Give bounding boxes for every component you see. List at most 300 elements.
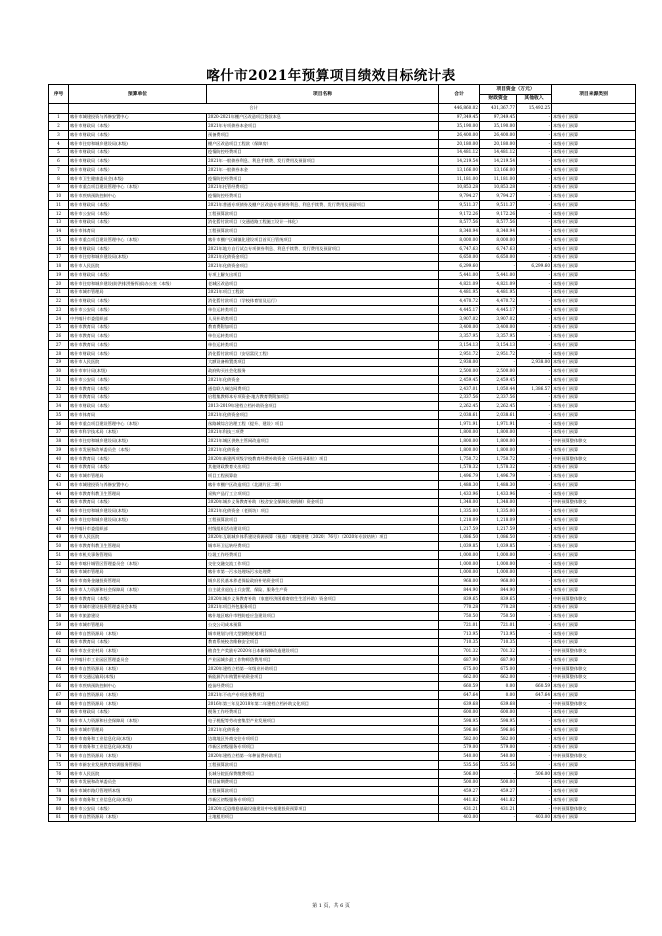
- row-total: 13,166.00: [439, 166, 480, 175]
- row-no: 22: [49, 297, 69, 306]
- row-project: 2021年不动产专项业务费项目: [207, 691, 439, 700]
- row-other: -: [517, 244, 552, 253]
- row-unit: 喀什市卫生健康委员会(本级): [69, 174, 207, 183]
- row-no: 64: [49, 664, 69, 673]
- row-source: 本级专门预算: [552, 743, 636, 752]
- row-total: 403.00: [439, 813, 480, 822]
- row-fiscal: 3,154.13: [480, 341, 517, 350]
- row-fiscal: 3,400.00: [480, 323, 517, 332]
- summary-fiscal: 431,367.77: [480, 104, 517, 114]
- row-total: 506.00: [439, 769, 480, 778]
- row-unit: 喀什市教育局（本级）: [69, 393, 207, 402]
- row-other: -: [517, 577, 552, 586]
- row-fiscal: 97,349.45: [480, 113, 517, 122]
- table-row: [49, 568, 636, 577]
- row-unit: 喀什市教育局（本级）: [69, 594, 207, 603]
- row-no: 7: [49, 166, 69, 175]
- row-fiscal: 2,459.45: [480, 376, 517, 385]
- summary-row: [49, 104, 636, 114]
- row-total: 441.82: [439, 796, 480, 805]
- row-fiscal: 535.56: [480, 761, 517, 770]
- row-no: 1: [49, 113, 69, 122]
- row-unit: 喀什市重点项目建设管理中心（本级）: [69, 183, 207, 192]
- table-row: [49, 524, 636, 533]
- table-row: [49, 769, 636, 778]
- row-project: 边境地区外商交往专项项目: [207, 734, 439, 743]
- row-project: 单位运转类项目: [207, 341, 439, 350]
- table-row: [49, 227, 636, 236]
- row-unit: 喀什市自然资源局（本级）: [69, 813, 207, 822]
- row-project: 疫情防控经费项目: [207, 174, 439, 183]
- row-fiscal: 710.35: [480, 638, 517, 647]
- row-fiscal: 1,971.91: [480, 419, 517, 428]
- row-no: 48: [49, 524, 69, 533]
- row-no: 36: [49, 419, 69, 428]
- row-no: 47: [49, 516, 69, 525]
- row-fiscal: 639.68: [480, 699, 517, 708]
- table-row: [49, 629, 636, 638]
- table-row: [49, 279, 636, 288]
- row-fiscal: 3,907.02: [480, 314, 517, 323]
- row-unit: 喀什市人民医院: [69, 533, 207, 542]
- row-unit: 喀什市城市管理局: [69, 726, 207, 735]
- row-no: 44: [49, 489, 69, 498]
- row-unit: 喀什市发展和改革委员会: [69, 778, 207, 787]
- row-source: 中转预算整体移交: [552, 752, 636, 761]
- row-project: 2020年城乡义务教育补助（校舍安全保障长效机制）资金项目: [207, 498, 439, 507]
- row-no: 43: [49, 481, 69, 490]
- row-fiscal: 2,500.00: [480, 367, 517, 376]
- row-unit: 喀什市人民医院: [69, 358, 207, 367]
- row-no: 10: [49, 192, 69, 201]
- row-no: 17: [49, 253, 69, 262]
- row-no: 76: [49, 769, 69, 778]
- row-source: 本级专门预算: [552, 524, 636, 533]
- row-unit: 喀什市城市管理局: [69, 288, 207, 297]
- table-row: [49, 673, 636, 682]
- row-fiscal: 6,650.00: [480, 253, 517, 262]
- header-fund-group: 项目资金（万元）: [480, 85, 552, 95]
- row-fiscal: 4,821.09: [480, 279, 517, 288]
- table-row: [49, 332, 636, 341]
- row-unit: 喀什市住房和城乡建设局(本级): [69, 253, 207, 262]
- row-total: 2,938.00: [439, 358, 480, 367]
- row-unit: 喀什市住房和城乡建设局(本级): [69, 507, 207, 516]
- row-other: -: [517, 113, 552, 122]
- header-fiscal: 财政资金: [480, 94, 517, 104]
- row-no: 45: [49, 498, 69, 507]
- row-other: -: [517, 367, 552, 376]
- table-row: [49, 297, 636, 306]
- table-row: [49, 192, 636, 201]
- row-project: 疫情防控经费项目: [207, 148, 439, 157]
- row-no: 4: [49, 139, 69, 148]
- row-other: -: [517, 743, 552, 752]
- row-total: 3,400.00: [439, 323, 480, 332]
- row-no: 62: [49, 647, 69, 656]
- row-unit: 喀什市体育局: [69, 227, 207, 236]
- table-row: [49, 481, 636, 490]
- row-source: 本级专门预算: [552, 489, 636, 498]
- header-total: 合计: [439, 85, 480, 104]
- row-other: -: [517, 804, 552, 813]
- row-unit: 喀什市自然资源局（本级）: [69, 691, 207, 700]
- row-project: 垃圾工作经费项目: [207, 551, 439, 560]
- row-unit: 喀什市财政局（本级）: [69, 297, 207, 306]
- row-unit: 喀什市城建投资与养修安置中心: [69, 481, 207, 490]
- row-no: 34: [49, 402, 69, 411]
- row-project: 项目工程预算款: [207, 472, 439, 481]
- table-row: [49, 787, 636, 796]
- row-unit: 喀什市新农业发展教育培训服务管理局: [69, 761, 207, 770]
- row-project: 喀什地区喀什市牲防疫应急建设项目: [207, 612, 439, 621]
- row-other: -: [517, 629, 552, 638]
- table-row: [49, 778, 636, 787]
- row-unit: 喀什市财政局（本级）: [69, 708, 207, 717]
- summary-no: [49, 104, 69, 114]
- table-row: [49, 262, 636, 271]
- row-project: 市新区初级服务专项项目: [207, 743, 439, 752]
- row-source: 本级专门预算: [552, 516, 636, 525]
- row-unit: 喀什市教育局（本级）: [69, 384, 207, 393]
- row-unit: 喀什市教育局（本级）: [69, 498, 207, 507]
- row-unit: 喀什市财政局（本级）: [69, 349, 207, 358]
- row-fiscal: 675.00: [480, 664, 517, 673]
- row-source: 本级专门预算: [552, 113, 636, 122]
- row-unit: 喀什市商务和工业信息化局(本级): [69, 734, 207, 743]
- row-other: -: [517, 227, 552, 236]
- row-no: 13: [49, 218, 69, 227]
- row-source: 中转预算整体移交: [552, 664, 636, 673]
- row-source: 本级专门预算: [552, 323, 636, 332]
- row-fiscal: 13,166.00: [480, 166, 517, 175]
- row-fiscal: -: [480, 813, 517, 822]
- row-unit: 喀什市疾病预防控制中心: [69, 682, 207, 691]
- row-other: -: [517, 524, 552, 533]
- row-source: 本级专门预算: [552, 726, 636, 735]
- row-project: 政府购买社会化服务: [207, 367, 439, 376]
- row-unit: 喀什市农业农村局（本级）: [69, 647, 207, 656]
- row-other: 2,938.00: [517, 358, 552, 367]
- row-project: 预备费项目: [207, 131, 439, 140]
- table-row: [49, 446, 636, 455]
- row-project: 消化暂付款项目（学校体育馆及运行）: [207, 297, 439, 306]
- row-source: 本级专门预算: [552, 428, 636, 437]
- row-fiscal: 1,335.00: [480, 507, 517, 516]
- row-total: 3,154.13: [439, 341, 480, 350]
- row-total: 1,086.50: [439, 533, 480, 542]
- row-other: -: [517, 376, 552, 385]
- row-no: 80: [49, 804, 69, 813]
- row-no: 6: [49, 157, 69, 166]
- row-project: 2021年专项债券本金项目: [207, 122, 439, 131]
- row-project: 2021年项目外包服务项目: [207, 603, 439, 612]
- row-no: 78: [49, 787, 69, 796]
- row-total: 2,459.45: [439, 376, 480, 385]
- row-project: 2021年化债资金项目: [207, 411, 439, 420]
- row-no: 61: [49, 638, 69, 647]
- row-total: 20,180.00: [439, 139, 480, 148]
- row-total: 4,481.95: [439, 288, 480, 297]
- row-total: 3,907.02: [439, 314, 480, 323]
- row-source: 本级专门预算: [552, 621, 636, 630]
- row-source: 本级专门预算: [552, 393, 636, 402]
- row-source: 本级专门预算: [552, 279, 636, 288]
- row-other: -: [517, 638, 552, 647]
- row-source: 本级专门预算: [552, 769, 636, 778]
- row-unit: 喀什市自然资源局（本级）: [69, 629, 207, 638]
- row-total: 9,172.26: [439, 209, 480, 218]
- row-unit: 喀什市科学技术局（本级）: [69, 428, 207, 437]
- row-other: -: [517, 726, 552, 735]
- table-row: [49, 594, 636, 603]
- row-fiscal: 540.00: [480, 752, 517, 761]
- table-row: [49, 122, 636, 131]
- row-fiscal: 1,433.96: [480, 489, 517, 498]
- row-source: 本级专门预算: [552, 192, 636, 201]
- row-unit: 喀什市城市路灯管理所本级: [69, 787, 207, 796]
- row-project: 公交公司成本预算: [207, 621, 439, 630]
- row-fiscal: 1,039.85: [480, 542, 517, 551]
- row-project: 长城分院医保费缴费项目: [207, 769, 439, 778]
- row-total: 701.32: [439, 647, 480, 656]
- row-other: -: [517, 568, 552, 577]
- row-total: 968.00: [439, 577, 480, 586]
- row-project: 2021年城区供热主管网改造项目: [207, 437, 439, 446]
- row-total: 675.00: [439, 664, 480, 673]
- row-other: -: [517, 699, 552, 708]
- row-total: 1,488.30: [439, 481, 480, 490]
- row-fiscal: 5,441.00: [480, 271, 517, 280]
- row-source: 本级专门预算: [552, 157, 636, 166]
- row-no: 58: [49, 612, 69, 621]
- row-other: -: [517, 472, 552, 481]
- row-source: 中转预算整体移交: [552, 437, 636, 446]
- row-other: -: [517, 271, 552, 280]
- row-unit: 喀什市财政局（本级）: [69, 402, 207, 411]
- table-row: [49, 796, 636, 805]
- table-row: [49, 139, 636, 148]
- row-project: 工程预算款项目: [207, 209, 439, 218]
- row-fiscal: 26,400.00: [480, 131, 517, 140]
- row-fiscal: 11,181.00: [480, 174, 517, 183]
- row-no: 2: [49, 122, 69, 131]
- row-other: 647.64: [517, 691, 552, 700]
- summary-label: 合计: [69, 104, 439, 114]
- table-row: [49, 472, 636, 481]
- row-source: 本级专门预算: [552, 533, 636, 542]
- row-fiscal: 4,445.17: [480, 306, 517, 315]
- row-unit: 喀什市人力资源和社会保障局（本级）: [69, 717, 207, 726]
- row-total: 8,577.56: [439, 218, 480, 227]
- row-fiscal: 1,000.00: [480, 559, 517, 568]
- row-no: 60: [49, 629, 69, 638]
- row-other: -: [517, 612, 552, 621]
- row-no: 25: [49, 323, 69, 332]
- row-project: 2020年城乡义务教育补助（家庭经济困难寄宿生生活补助）资金项目: [207, 594, 439, 603]
- row-total: 5,441.00: [439, 271, 480, 280]
- row-unit: 喀什市财政局（本级）: [69, 218, 207, 227]
- row-fiscal: 10,853.28: [480, 183, 517, 192]
- row-unit: 喀什市审计局(本级): [69, 367, 207, 376]
- row-fiscal: 713.95: [480, 629, 517, 638]
- row-fiscal: 1,800.00: [480, 446, 517, 455]
- budget-table: [48, 84, 636, 822]
- row-unit: 喀什市住房和城乡建设局(本级): [69, 139, 207, 148]
- row-fiscal: 721.01: [480, 621, 517, 630]
- row-total: 431.21: [439, 804, 480, 813]
- row-no: 24: [49, 314, 69, 323]
- row-no: 69: [49, 708, 69, 717]
- row-source: 本级专门预算: [552, 463, 636, 472]
- row-fiscal: 9,794.27: [480, 192, 517, 201]
- row-source: 本级专门预算: [552, 708, 636, 717]
- row-total: 11,181.00: [439, 174, 480, 183]
- table-row: [49, 717, 636, 726]
- row-total: 14,219.54: [439, 157, 480, 166]
- row-fiscal: 600.00: [480, 708, 517, 717]
- table-row: [49, 113, 636, 122]
- row-no: 20: [49, 279, 69, 288]
- row-total: 750.50: [439, 612, 480, 621]
- row-unit: 喀什市城市管理局: [69, 472, 207, 481]
- row-total: 660.59: [439, 682, 480, 691]
- table-row: [49, 559, 636, 568]
- row-other: -: [517, 673, 552, 682]
- row-no: 66: [49, 682, 69, 691]
- row-other: -: [517, 551, 552, 560]
- row-other: 506.00: [517, 769, 552, 778]
- table-row: [49, 341, 636, 350]
- row-project: 2020年建档立档第一年种苗费补助项目: [207, 752, 439, 761]
- row-project: 自主就业退伍士兵安置、保险、服务生产资: [207, 586, 439, 595]
- row-source: 中转预算整体移交: [552, 673, 636, 682]
- row-unit: 喀什市教育局（本级）: [69, 341, 207, 350]
- row-unit: 喀什市住房和城乡建设局(本级): [69, 516, 207, 525]
- row-other: 403.00: [517, 813, 552, 822]
- table-row: [49, 516, 636, 525]
- row-total: 639.68: [439, 699, 480, 708]
- row-fiscal: 598.95: [480, 717, 517, 726]
- table-row: [49, 743, 636, 752]
- row-unit: 喀什市住房和城乡建设局(本级): [69, 437, 207, 446]
- row-no: 56: [49, 594, 69, 603]
- row-other: -: [517, 778, 552, 787]
- row-no: 38: [49, 437, 69, 446]
- row-source: 本级专门预算: [552, 384, 636, 393]
- row-other: -: [517, 498, 552, 507]
- row-source: 本级专门预算: [552, 603, 636, 612]
- row-unit: 喀什市体育局: [69, 411, 207, 420]
- row-fiscal: 431.21: [480, 804, 517, 813]
- table-row: [49, 507, 636, 516]
- row-no: 51: [49, 551, 69, 560]
- row-unit: 喀什市财政局（本级）: [69, 122, 207, 131]
- row-total: 844.90: [439, 586, 480, 595]
- row-total: 459.27: [439, 787, 480, 796]
- row-no: 26: [49, 332, 69, 341]
- row-no: 77: [49, 778, 69, 787]
- row-total: 6,299.60: [439, 262, 480, 271]
- row-total: 3,357.95: [439, 332, 480, 341]
- row-unit: 喀什市城建投资与养修安置中心: [69, 113, 207, 122]
- row-source: 本级专门预算: [552, 376, 636, 385]
- row-source: 本级专门预算: [552, 244, 636, 253]
- table-row: [49, 542, 636, 551]
- row-unit: 喀什市交通运输局(本级): [69, 673, 207, 682]
- row-other: -: [517, 516, 552, 525]
- table-row: [49, 393, 636, 402]
- row-total: 596.86: [439, 726, 480, 735]
- row-fiscal: 14,219.54: [480, 157, 517, 166]
- row-no: 72: [49, 734, 69, 743]
- row-other: -: [517, 647, 552, 656]
- row-fiscal: 500.00: [480, 778, 517, 787]
- row-source: 本级专门预算: [552, 656, 636, 665]
- row-project: 2021年化债资金项目: [207, 262, 439, 271]
- row-total: 9,511.37: [439, 201, 480, 210]
- row-source: 本级专门预算: [552, 349, 636, 358]
- row-other: -: [517, 157, 552, 166]
- row-total: 713.95: [439, 629, 480, 638]
- row-total: 35,190.00: [439, 122, 480, 131]
- row-project: 喀什市棚户区改造项目（北湖片区二期）: [207, 481, 439, 490]
- row-other: -: [517, 323, 552, 332]
- row-source: 本级专门预算: [552, 472, 636, 481]
- row-no: 27: [49, 341, 69, 350]
- row-project: 新能源汽车购置补贴资金项目: [207, 673, 439, 682]
- page-title: 喀什市2021年预算项目绩效目标统计表: [206, 68, 456, 84]
- row-other: -: [517, 446, 552, 455]
- row-fiscal: 1,800.00: [480, 437, 517, 446]
- row-source: 本级专门预算: [552, 297, 636, 306]
- row-no: 52: [49, 559, 69, 568]
- row-project: 2013-2019年建档立档补助资金项目: [207, 402, 439, 411]
- row-fiscal: 2,038.61: [480, 411, 517, 420]
- row-unit: 喀什市商务金融投资管理局: [69, 577, 207, 586]
- row-total: 1,217.59: [439, 524, 480, 533]
- table-row: [49, 603, 636, 612]
- table-row: [49, 804, 636, 813]
- row-source: 本级专门预算: [552, 629, 636, 638]
- row-other: -: [517, 717, 552, 726]
- row-no: 16: [49, 244, 69, 253]
- row-other: -: [517, 166, 552, 175]
- row-source: 本级专门预算: [552, 796, 636, 805]
- row-source: 本级专门预算: [552, 358, 636, 367]
- row-source: 中转预算整体移交: [552, 454, 636, 463]
- row-no: 59: [49, 621, 69, 630]
- row-unit: 喀什市教育科教卫生管理局: [69, 489, 207, 498]
- row-other: -: [517, 437, 552, 446]
- row-total: 1,218.09: [439, 516, 480, 525]
- row-project: 人员补助类项目: [207, 314, 439, 323]
- row-other: -: [517, 559, 552, 568]
- row-other: -: [517, 411, 552, 420]
- row-other: -: [517, 201, 552, 210]
- row-project: 教育系统校舍维修安全项目: [207, 638, 439, 647]
- row-total: 97,349.45: [439, 113, 480, 122]
- row-project: 2021年托管经费项目: [207, 183, 439, 192]
- table-row: [49, 734, 636, 743]
- row-total: 540.00: [439, 752, 480, 761]
- row-unit: 喀什市教育局（本级）: [69, 323, 207, 332]
- row-no: 50: [49, 542, 69, 551]
- header-unit: 预算单位: [69, 85, 207, 104]
- row-source: 本级专门预算: [552, 577, 636, 586]
- row-unit: 喀什市教育局（本级）: [69, 638, 207, 647]
- row-total: 26,400.00: [439, 131, 480, 140]
